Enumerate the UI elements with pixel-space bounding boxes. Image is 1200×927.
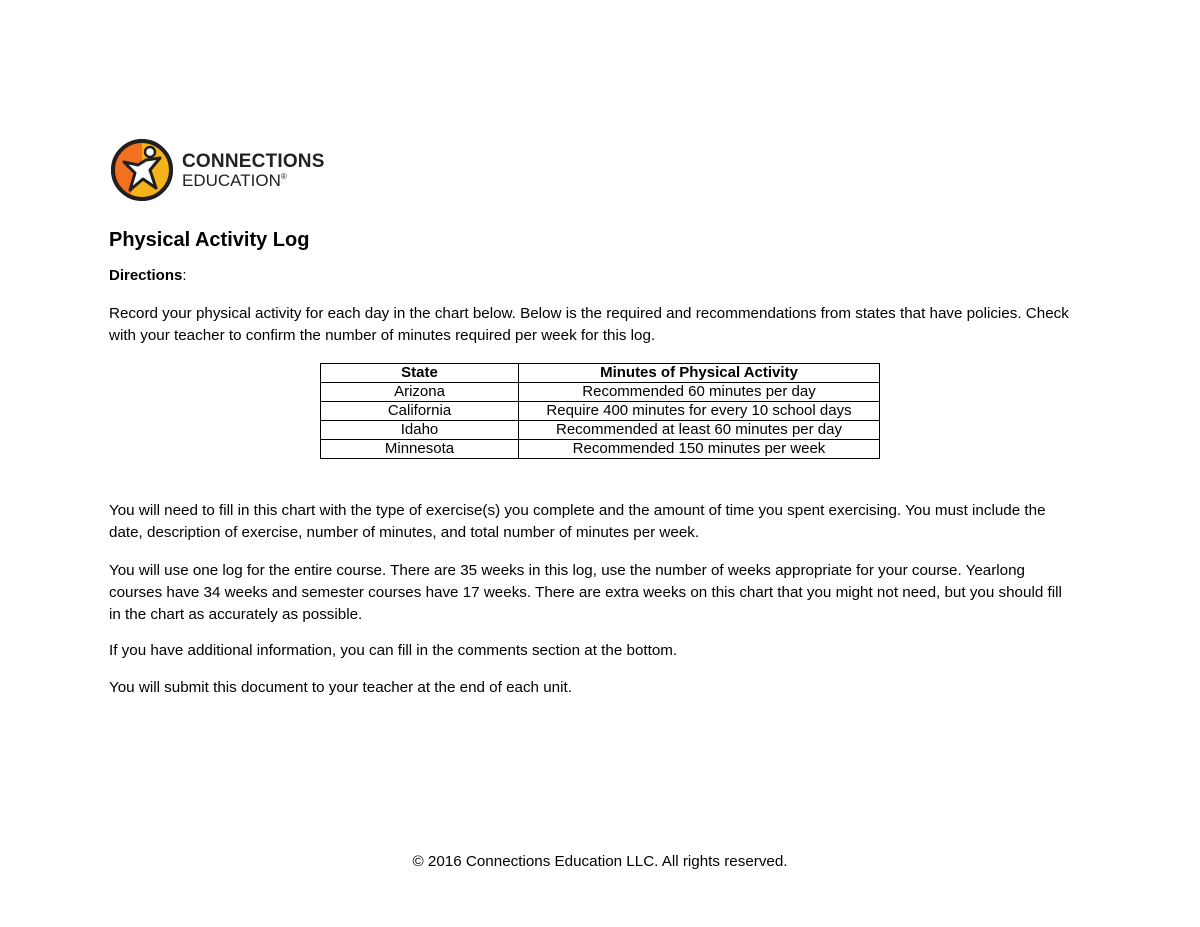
connections-star-logo-icon <box>110 138 174 202</box>
page-title: Physical Activity Log <box>109 229 310 251</box>
state-cell: California <box>321 402 519 421</box>
state-cell: Arizona <box>321 383 519 402</box>
header-minutes: Minutes of Physical Activity <box>519 364 880 383</box>
state-cell: Minnesota <box>321 440 519 459</box>
directions-heading <box>109 267 187 284</box>
directions-label: Directions <box>109 267 183 284</box>
table-row <box>321 421 880 440</box>
comments-paragraph: If you have additional information, you can fill in the comments section at the bottom. <box>109 642 678 659</box>
state-cell: Idaho <box>321 421 519 440</box>
course-length-paragraph: You will use one log for the entire course. There are 35 weeks in this log, use the number of weeks appropriate for your course. Yearlong courses have 34 weeks and semester courses have 17 weeks. There are extra weeks on this chart that you might not need, but you should fill in the chart as accurately as possible. <box>109 562 1062 623</box>
submit-paragraph: You will submit this document to your teacher at the end of each unit. <box>109 679 572 696</box>
logo-line-education <box>182 172 325 189</box>
table-row <box>321 440 880 459</box>
minutes-cell: Recommended 60 minutes per day <box>519 383 880 402</box>
state-requirements-table <box>320 363 880 459</box>
table-row <box>321 402 880 421</box>
header-state: State <box>321 364 519 383</box>
table-header-row <box>321 364 880 383</box>
copyright-footer: © 2016 Connections Education LLC. All rights reserved. <box>412 853 788 870</box>
minutes-cell: Recommended at least 60 minutes per day <box>519 421 880 440</box>
connections-education-logo <box>110 138 325 202</box>
minutes-cell: Require 400 minutes for every 10 school days <box>519 402 880 421</box>
logo-line-education-text: EDUCATION <box>182 170 281 190</box>
table-row <box>321 383 880 402</box>
registered-mark: ® <box>280 171 287 181</box>
logo-wordmark <box>182 152 325 189</box>
directions-colon: : <box>182 267 187 284</box>
logo-line-connections: CONNECTIONS <box>182 150 325 172</box>
minutes-cell: Recommended 150 minutes per week <box>519 440 880 459</box>
fill-instructions-paragraph: You will need to fill in this chart with the type of exercise(s) you complete and the amount of time you spent exercising. You must include the date, description of exercise, number of minutes, and total number of minutes per week. <box>109 502 1046 541</box>
intro-paragraph: Record your physical activity for each day in the chart below. Below is the required and recommendations from states that have policies. Check with your teacher to confirm the number of minutes required per week for this log. <box>109 305 1069 344</box>
